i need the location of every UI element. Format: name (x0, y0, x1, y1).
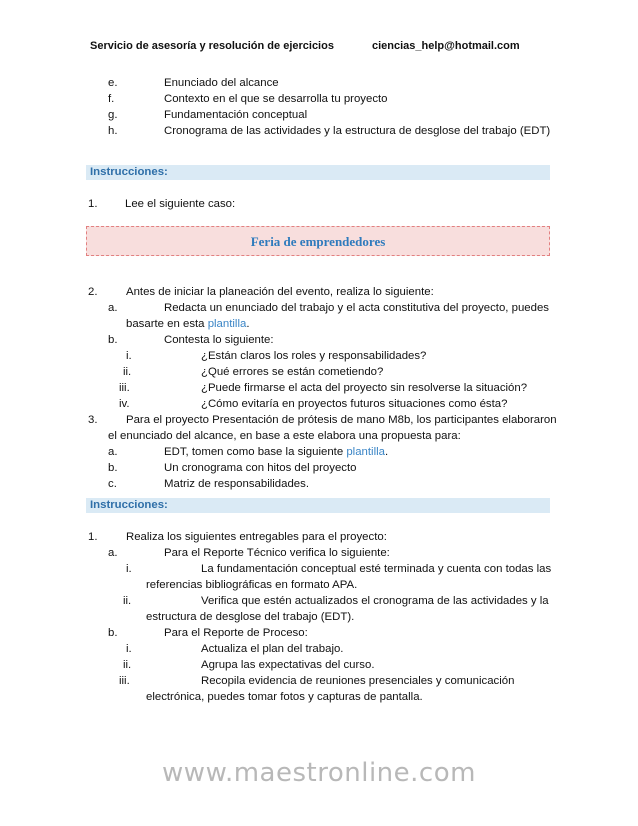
sub-text-cont: basarte en esta plantilla. (126, 318, 250, 330)
sub-marker: a. (108, 547, 118, 559)
question-text: ¿Puede firmarse el acta del proyecto sin resolverse la situación? (201, 382, 528, 394)
subsub-marker: iii. (119, 675, 130, 687)
sub-text: Redacta un enunciado del trabajo y el acta constitutiva del proyecto, puedes (164, 302, 550, 314)
subsub-text: Recopila evidencia de reuniones presenciales y comunicación (201, 675, 515, 687)
instructions-heading-band (86, 165, 550, 180)
list-marker: h. (108, 125, 118, 137)
header-service: Servicio de asesoría y resolución de ejercicios (90, 40, 334, 52)
sub-text: Contesta lo siguiente: (164, 334, 274, 346)
list-marker: f. (108, 93, 115, 105)
plantilla-link[interactable]: plantilla (207, 318, 247, 330)
case-title: Feria de emprendedores (250, 234, 386, 249)
sub-marker: b. (108, 462, 118, 474)
sub-text: Para el Reporte Técnico verifica lo siguiente: (164, 547, 390, 559)
list-marker: e. (108, 77, 118, 89)
plantilla-link[interactable]: plantilla (346, 446, 385, 458)
sub-text: Matriz de responsabilidades. (164, 478, 309, 490)
list-item: Cronograma de las actividades y la estructura de desglose del trabajo (EDT) (164, 125, 551, 137)
step-marker: 3. (88, 414, 98, 426)
step-text: Antes de iniciar la planeación del evento, realiza lo siguiente: (126, 286, 434, 298)
step-marker: 2. (88, 286, 98, 298)
sub-text: Para el Reporte de Proceso: (164, 627, 308, 639)
question-text: ¿Están claros los roles y responsabilidades? (201, 350, 427, 362)
list-item: Contexto en el que se desarrolla tu proyecto (164, 93, 388, 105)
question-text: ¿Cómo evitaría en proyectos futuros situaciones como ésta? (201, 398, 508, 410)
step-text: Para el proyecto Presentación de prótesis de mano M8b, los participantes elaboraron (126, 414, 557, 426)
sub-marker: b. (108, 334, 118, 346)
sub-marker: c. (108, 478, 117, 490)
question-marker: iii. (119, 382, 130, 394)
list-item: Enunciado del alcance (164, 77, 279, 89)
step-text: Lee el siguiente caso: (125, 198, 236, 210)
instructions-heading-band (86, 498, 550, 513)
step-text-cont: el enunciado del alcance, en base a este elabora una propuesta para: (108, 430, 461, 442)
question-marker: i. (126, 350, 132, 362)
subsub-text-cont: estructura de desglose del trabajo (EDT). (146, 611, 355, 623)
subsub-marker: i. (126, 643, 132, 655)
step-text: Realiza los siguientes entregables para el proyecto: (126, 531, 387, 543)
subsub-text: Actualiza el plan del trabajo. (201, 643, 344, 655)
instructions-heading: Instrucciones: (90, 499, 168, 511)
subsub-text-cont: electrónica, puedes tomar fotos y capturas de pantalla. (146, 691, 423, 703)
step-marker: 1. (88, 198, 98, 210)
subsub-marker: ii. (123, 595, 132, 607)
subsub-marker: ii. (123, 659, 132, 671)
sub-marker: b. (108, 627, 118, 639)
subsub-marker: i. (126, 563, 132, 575)
header-email: ciencias_help@hotmail.com (372, 40, 520, 52)
question-text: ¿Qué errores se están cometiendo? (201, 366, 384, 378)
sub-marker: a. (108, 302, 118, 314)
list-marker: g. (108, 109, 118, 121)
sub-text: Un cronograma con hitos del proyecto (164, 462, 357, 474)
subsub-text: Verifica que estén actualizados el cronograma de las actividades y la (201, 595, 549, 607)
case-box (86, 226, 550, 256)
list-item: Fundamentación conceptual (164, 109, 308, 121)
subsub-text-cont: referencias bibliográficas en formato APA. (146, 579, 358, 591)
question-marker: ii. (123, 366, 132, 378)
step-marker: 1. (88, 531, 98, 543)
instructions-heading: Instrucciones: (90, 166, 168, 178)
subsub-text: Agrupa las expectativas del curso. (201, 659, 375, 671)
question-marker: iv. (119, 398, 130, 410)
sub-marker: a. (108, 446, 118, 458)
sub-text: EDT, tomen como base la siguiente plantilla. (164, 446, 389, 458)
subsub-text: La fundamentación conceptual esté terminada y cuenta con todas las (201, 563, 552, 575)
footer-url[interactable]: www.maestronline.com (162, 758, 476, 788)
